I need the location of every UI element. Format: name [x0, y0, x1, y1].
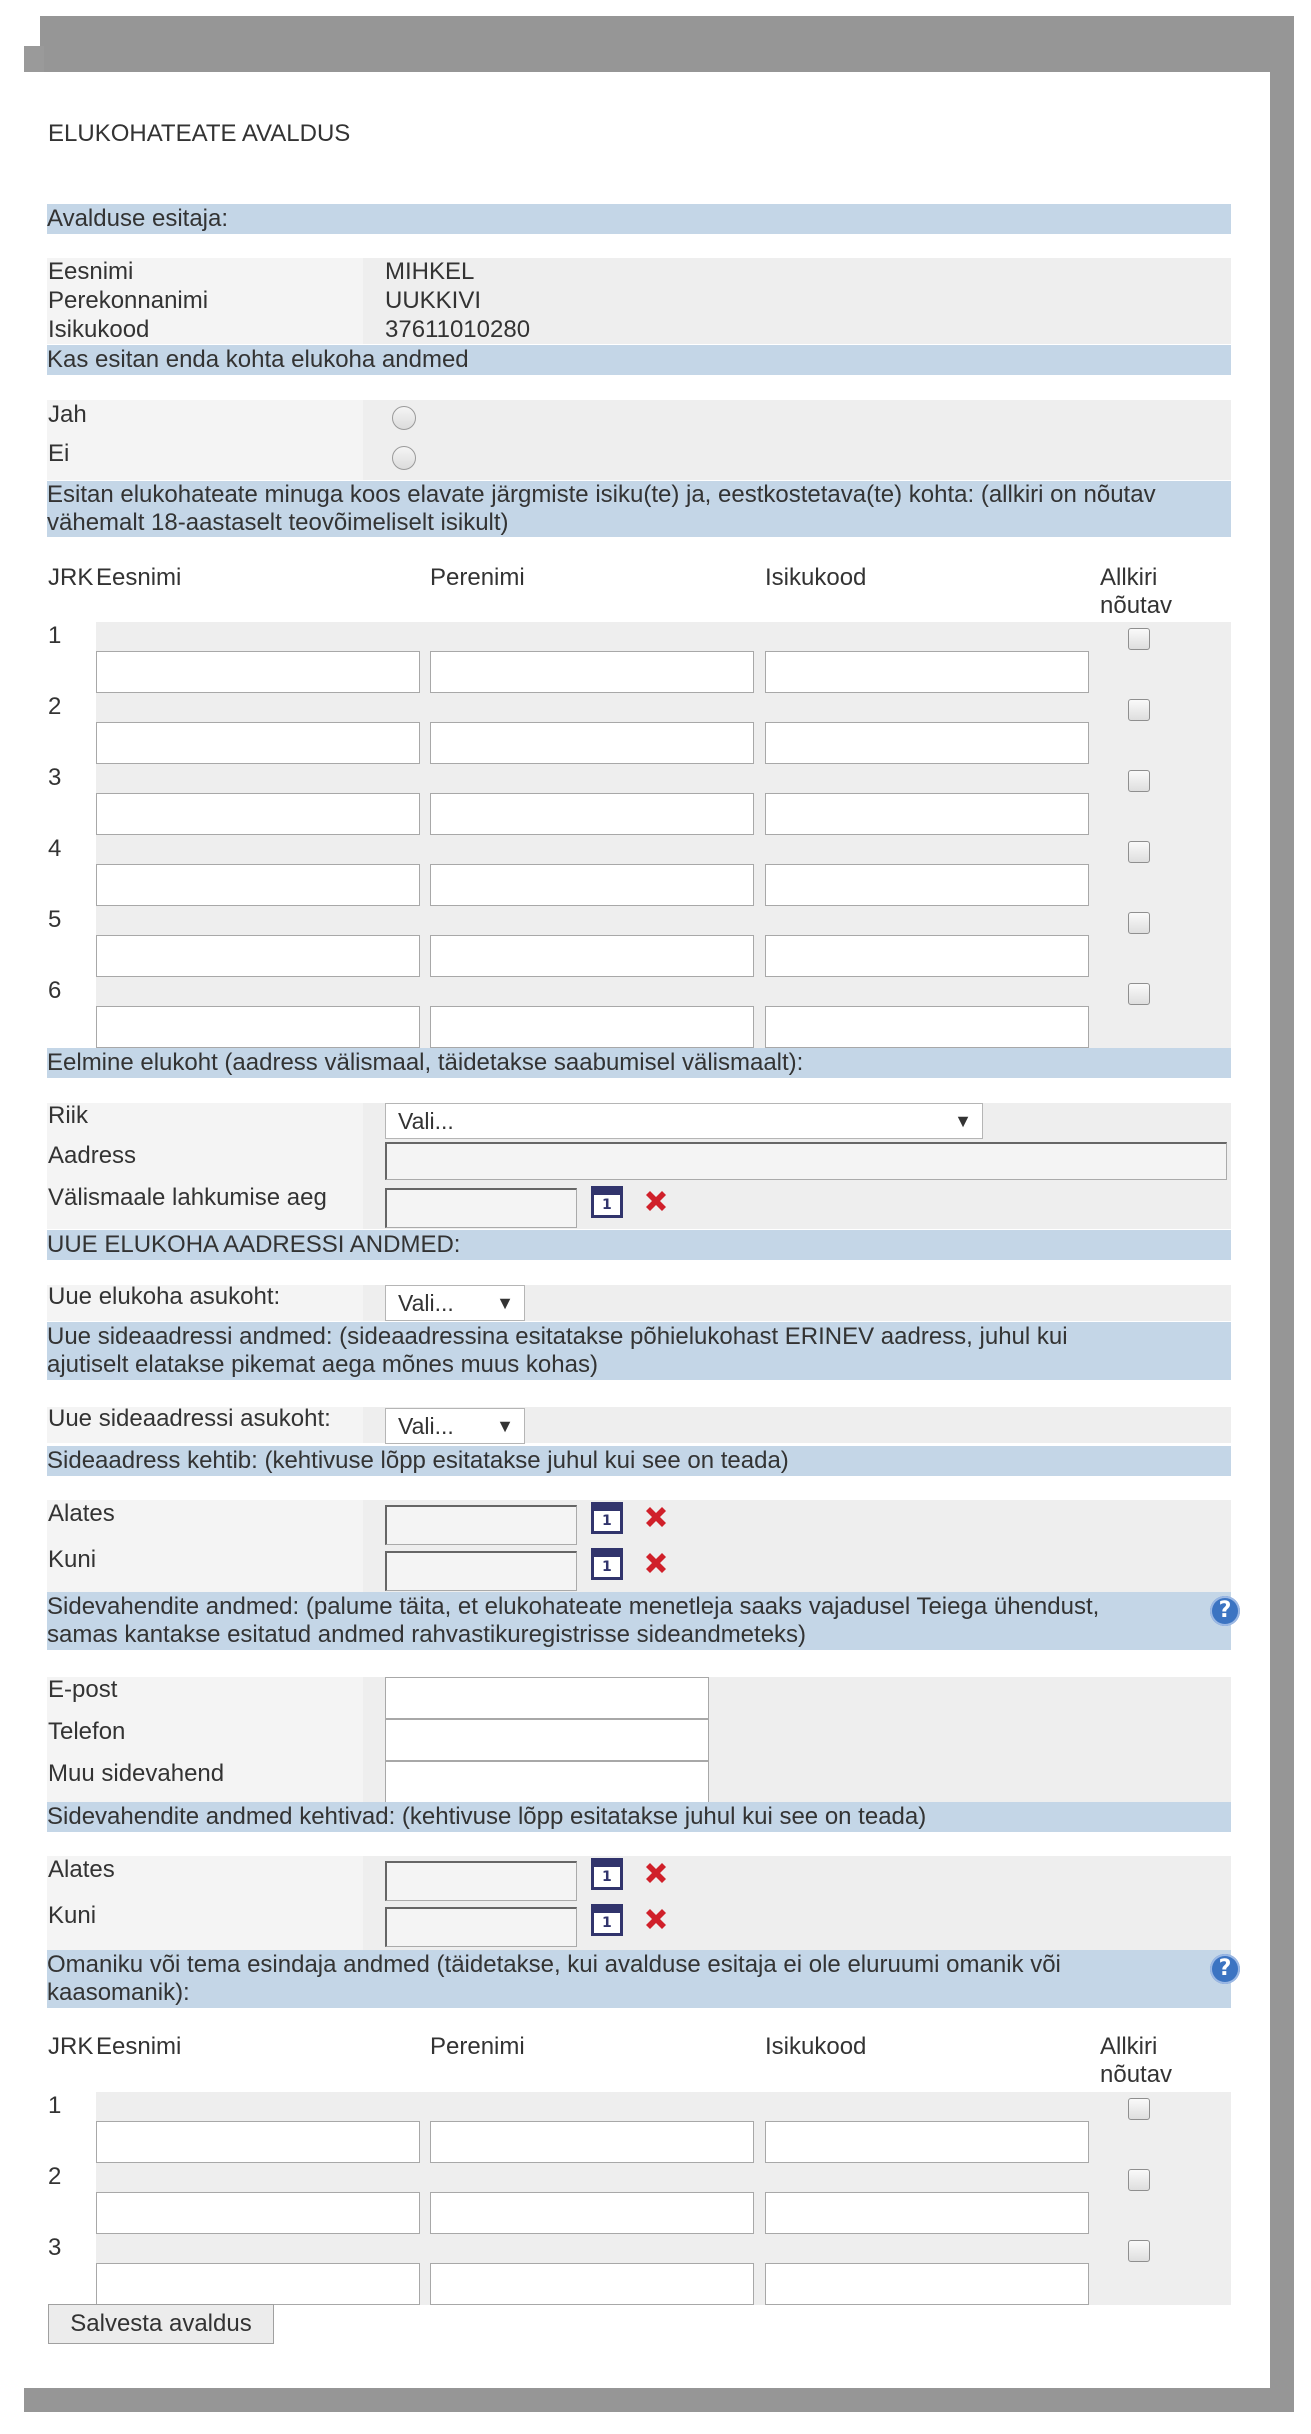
other-contact-input[interactable] — [385, 1761, 709, 1803]
contact-from-label: Alates — [48, 1856, 115, 1883]
dropdown-arrow-icon: ▼ — [496, 1416, 514, 1436]
applicant-header — [47, 204, 1231, 234]
owner-id-code-input[interactable] — [765, 2121, 1089, 2163]
signature-checkbox[interactable] — [1128, 628, 1150, 650]
owner-col-last-name: Perenimi — [430, 2033, 525, 2060]
secondary-address-header — [47, 1322, 1231, 1380]
dropdown-arrow-icon: ▼ — [496, 1293, 514, 1313]
owner-last-name-input[interactable] — [430, 2121, 754, 2163]
id-code-value: 37611010280 — [385, 316, 531, 343]
secondary-from-label: Alates — [48, 1500, 115, 1527]
calendar-icon[interactable]: 1 — [591, 1858, 623, 1890]
owner-id-code-input[interactable] — [765, 2263, 1089, 2305]
id-code-input[interactable] — [765, 935, 1089, 977]
id-code-input[interactable] — [765, 1006, 1089, 1048]
first-name-value: MIHKEL — [385, 258, 475, 285]
last-name-input[interactable] — [430, 722, 754, 764]
calendar-icon[interactable]: 1 — [591, 1502, 623, 1534]
id-code-input[interactable] — [765, 864, 1089, 906]
id-code-label: Isikukood — [48, 316, 150, 343]
yes-label: Jah — [48, 401, 87, 428]
self-data-label-bg — [47, 400, 363, 480]
row-number: 2 — [48, 693, 62, 720]
help-icon[interactable]: ? — [1210, 1954, 1240, 1984]
departure-date-input[interactable] — [385, 1188, 577, 1228]
id-code-input[interactable] — [765, 722, 1089, 764]
delete-icon[interactable] — [641, 1548, 671, 1578]
applicant-header-text: Avalduse esitaja: — [47, 205, 229, 232]
owner-first-name-input[interactable] — [96, 2192, 420, 2234]
delete-icon[interactable] — [641, 1186, 671, 1216]
col-signature: Allkiri — [1100, 564, 1158, 591]
departure-date-label: Välismaale lahkumise aeg — [48, 1184, 327, 1211]
country-select-value: Vali... — [398, 1108, 454, 1134]
last-name-value: UUKKIVI — [385, 287, 482, 314]
first-name-input[interactable] — [96, 722, 420, 764]
last-name-label: Perekonnanimi — [48, 287, 209, 314]
secondary-from-input[interactable] — [385, 1505, 577, 1545]
calendar-icon[interactable]: 1 — [591, 1548, 623, 1580]
dropdown-arrow-icon: ▼ — [954, 1111, 972, 1131]
last-name-input[interactable] — [430, 1006, 754, 1048]
signature-checkbox[interactable] — [1128, 699, 1150, 721]
owner-col-signature-required: nõutav — [1100, 2061, 1173, 2088]
phone-label: Telefon — [48, 1718, 126, 1745]
new-location-select[interactable] — [385, 1285, 525, 1321]
col-last-name: Perenimi — [430, 564, 525, 591]
other-contact-label: Muu sidevahend — [48, 1760, 225, 1787]
owner-first-name-input[interactable] — [96, 2121, 420, 2163]
owner-last-name-input[interactable] — [430, 2192, 754, 2234]
col-first-name: Eesnimi — [96, 564, 182, 591]
owner-header — [47, 1950, 1231, 2008]
contact-from-input[interactable] — [385, 1861, 577, 1901]
first-name-input[interactable] — [96, 793, 420, 835]
row-number: 2 — [48, 2163, 62, 2190]
col-signature-required: nõutav — [1100, 592, 1173, 619]
secondary-location-label: Uue sideaadressi asukoht: — [48, 1405, 331, 1432]
previous-residence-header — [47, 1048, 1231, 1078]
no-label: Ei — [48, 440, 70, 467]
contact-validity-header-text: Sidevahendite andmed kehtivad: (kehtivuse lõpp esitatakse juhul kui see on teada) — [47, 1803, 927, 1830]
country-select[interactable] — [385, 1103, 983, 1139]
new-location-select-value: Vali... — [398, 1290, 454, 1316]
secondary-validity-header — [47, 1446, 1231, 1476]
first-name-input[interactable] — [96, 935, 420, 977]
owner-col-id-code: Isikukood — [765, 2033, 867, 2060]
delete-icon[interactable] — [641, 1904, 671, 1934]
secondary-validity-header-text: Sideaadress kehtib: (kehtivuse lõpp esitatakse juhul kui see on teada) — [47, 1447, 789, 1474]
owner-last-name-input[interactable] — [430, 2263, 754, 2305]
signature-checkbox[interactable] — [1128, 912, 1150, 934]
owner-id-code-input[interactable] — [765, 2192, 1089, 2234]
id-code-input[interactable] — [765, 651, 1089, 693]
contact-header-line1: Sidevahendite andmed: (palume täita, et elukohateate menetleja saaks vajadusel Teiega ühendust, — [47, 1593, 1100, 1620]
page-title: ELUKOHATEATE AVALDUS — [48, 120, 351, 147]
owner-signature-checkbox[interactable] — [1128, 2098, 1150, 2120]
secondary-location-select[interactable] — [385, 1408, 525, 1444]
self-data-header-text: Kas esitan enda kohta elukoha andmed — [47, 346, 469, 373]
signature-checkbox[interactable] — [1128, 841, 1150, 863]
id-code-input[interactable] — [765, 793, 1089, 835]
first-name-input[interactable] — [96, 864, 420, 906]
email-input[interactable] — [385, 1677, 709, 1719]
owner-signature-checkbox[interactable] — [1128, 2240, 1150, 2262]
owner-col-signature: Allkiri — [1100, 2033, 1158, 2060]
frame-bottom — [24, 2384, 1294, 2412]
row-number: 3 — [48, 764, 62, 791]
first-name-label: Eesnimi — [48, 258, 134, 285]
row-number: 1 — [48, 2092, 62, 2119]
calendar-icon[interactable]: 1 — [591, 1904, 623, 1936]
address-label: Aadress — [48, 1142, 137, 1169]
owner-col-first-name: Eesnimi — [96, 2033, 182, 2060]
contact-validity-header — [47, 1802, 1231, 1832]
owner-header-line2: kaasomanik): — [47, 1979, 190, 2006]
yes-radio[interactable] — [392, 406, 416, 430]
contact-to-label: Kuni — [48, 1902, 97, 1929]
contact-header-line2: samas kantakse esitatud andmed rahvastikuregistrisse sideandmeteks) — [47, 1621, 807, 1648]
secondary-to-input[interactable] — [385, 1551, 577, 1591]
col-id-code: Isikukood — [765, 564, 867, 591]
co-residents-header — [47, 481, 1231, 537]
help-icon[interactable]: ? — [1210, 1596, 1240, 1626]
row-number: 4 — [48, 835, 62, 862]
last-name-input[interactable] — [430, 864, 754, 906]
delete-icon[interactable] — [641, 1858, 671, 1888]
row-number: 5 — [48, 906, 62, 933]
new-address-header — [47, 1230, 1231, 1260]
secondary-to-label: Kuni — [48, 1546, 97, 1573]
new-address-header-text: UUE ELUKOHA AADRESSI ANDMED: — [47, 1231, 461, 1258]
owner-header-line1: Omaniku või tema esindaja andmed (täidetakse, kui avalduse esitaja ei ole eluruumi omanik või — [47, 1951, 1061, 1978]
email-label: E-post — [48, 1676, 118, 1703]
self-data-header — [47, 345, 1231, 375]
row-number: 3 — [48, 2234, 62, 2261]
owner-signature-checkbox[interactable] — [1128, 2169, 1150, 2191]
new-location-label: Uue elukoha asukoht: — [48, 1283, 281, 1310]
co-residents-header-text: Esitan elukohateate minuga koos elavate järgmiste isiku(te) ja, eestkostetava(te) kohta: (allkiri on nõutav vähemalt 18-aastaselt teovõimeliselt isikult) — [47, 481, 1156, 536]
last-name-input[interactable] — [430, 651, 754, 693]
contact-to-input[interactable] — [385, 1907, 577, 1947]
signature-checkbox[interactable] — [1128, 983, 1150, 1005]
row-number: 6 — [48, 977, 62, 1004]
country-label: Riik — [48, 1102, 88, 1129]
owner-first-name-input[interactable] — [96, 2263, 420, 2305]
secondary-location-select-value: Vali... — [398, 1413, 454, 1439]
previous-residence-header-text: Eelmine elukoht (aadress välismaal, täidetakse saabumisel välismaalt): — [47, 1049, 804, 1076]
frame-top — [40, 16, 1294, 74]
secondary-address-header-line2: ajutiselt elatakse pikemat aega mõnes muus kohas) — [47, 1351, 598, 1378]
calendar-icon[interactable]: 1 — [591, 1186, 623, 1218]
signature-checkbox[interactable] — [1128, 770, 1150, 792]
phone-input[interactable] — [385, 1719, 709, 1761]
last-name-input[interactable] — [430, 935, 754, 977]
last-name-input[interactable] — [430, 793, 754, 835]
save-button[interactable]: Salvesta avaldus — [48, 2304, 274, 2344]
delete-icon[interactable] — [641, 1502, 671, 1532]
first-name-input[interactable] — [96, 651, 420, 693]
owner-col-nr: JRK — [48, 2033, 94, 2060]
secondary-address-header-line1: Uue sideaadressi andmed: (sideaadressina esitatakse põhielukohast ERINEV aadress, juhul kui — [47, 1323, 1068, 1350]
row-number: 1 — [48, 622, 62, 649]
col-nr: JRK — [48, 564, 94, 591]
contact-header — [47, 1592, 1231, 1650]
frame-right — [1270, 16, 1294, 2392]
address-input[interactable] — [385, 1142, 1227, 1180]
first-name-input[interactable] — [96, 1006, 420, 1048]
no-radio[interactable] — [392, 446, 416, 470]
